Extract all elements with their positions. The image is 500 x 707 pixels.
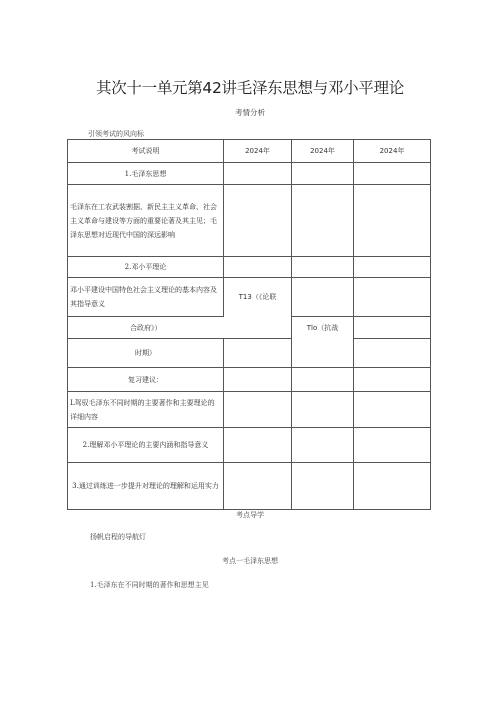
header-year-1: 2024年 — [224, 140, 292, 163]
table-row — [68, 185, 431, 257]
header-exam-notes: 考试说明 — [68, 140, 224, 163]
table-row — [68, 428, 431, 463]
exam-note-t13-cont: 合政府》） — [68, 317, 224, 339]
guide-label: 引领考试的风向标 — [88, 130, 144, 138]
header-year-2: 2024年 — [292, 140, 354, 163]
review-item-3: 3.通过训练进一步提升对理论的理解和运用实力 — [68, 463, 224, 510]
footer-heading: 考点导学 — [236, 511, 264, 519]
review-item-2: 2.理解邓小平理论的主要内涵和指导意义 — [68, 428, 224, 463]
table-row — [68, 392, 431, 428]
table-row — [68, 163, 431, 185]
footer-subheading: 扬帆启程的导航灯 — [90, 533, 146, 541]
section-mao-heading: 1.毛泽东思想 — [68, 163, 224, 185]
section-deng-text: 邓小平建设中国特色社会主义理论的基本内容及其指导意义 — [68, 278, 224, 317]
header-year-3: 2024年 — [354, 140, 431, 163]
table-row — [68, 339, 431, 368]
footer-topic-title: 考点一毛泽东思想 — [222, 557, 278, 565]
review-heading: 复习建议： — [68, 368, 224, 392]
table-header-row — [68, 140, 431, 163]
exam-note-tlo: Tlo（抗战 — [292, 317, 354, 339]
section-deng-heading: 2.邓小平理论 — [68, 257, 224, 278]
review-item-1: L驾驭毛泽东不同时期的主要著作和主要理论的详细内容 — [68, 392, 224, 428]
exam-note-tlo-cont: 时期） — [68, 339, 224, 368]
exam-analysis-table — [67, 139, 431, 510]
table-row — [68, 463, 431, 510]
table-row — [68, 278, 431, 317]
footer-first-point: 1.毛泽东在不同时期的著作和思想主见 — [90, 581, 209, 589]
exam-note-t13: T13（《论联 — [224, 278, 292, 317]
table-row — [68, 257, 431, 278]
section-mao-text: 毛泽东在工农武装割据、新民主主义革命、社会主义革命与建设等方面的重要论著及其主见；毛泽东思想对近现代中国的深远影响 — [68, 185, 224, 257]
document-title: 其次十一单元第42讲毛泽东思想与邓小平理论 — [96, 79, 404, 97]
table-row — [68, 368, 431, 392]
section-subtitle: 考情分析 — [235, 108, 265, 117]
table-row — [68, 317, 431, 339]
